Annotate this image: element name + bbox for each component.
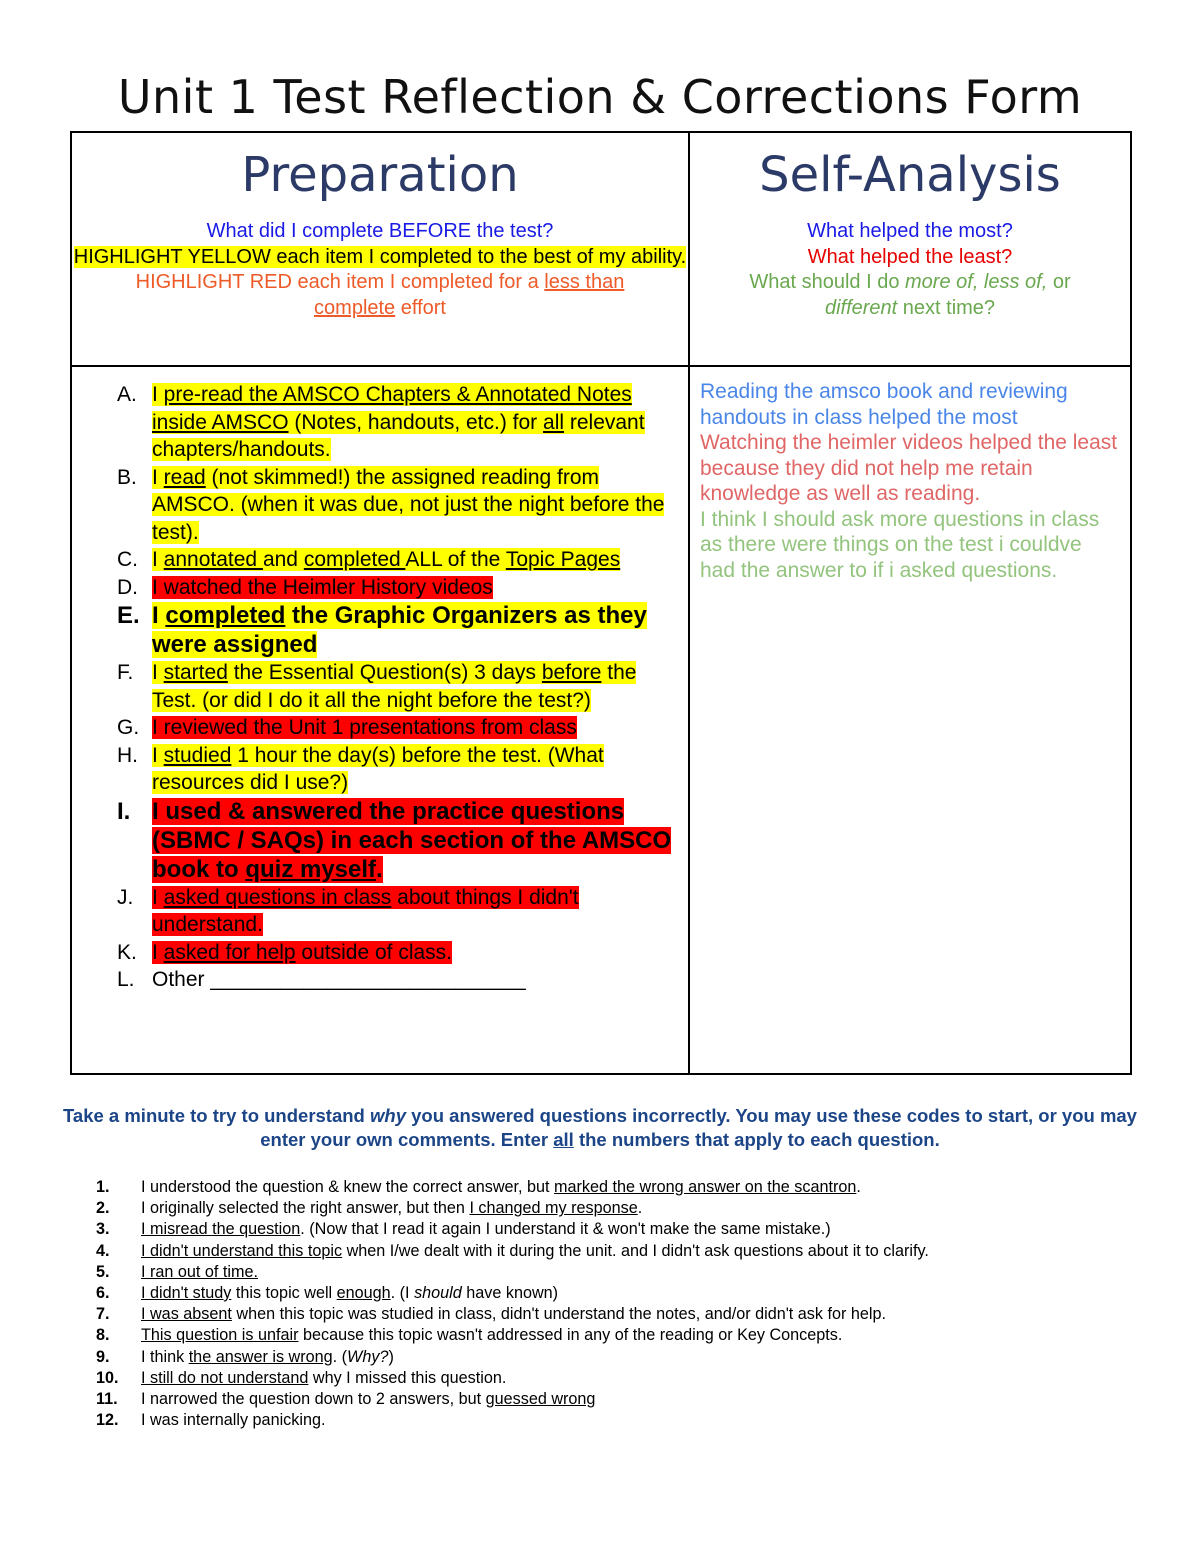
code-item-12: 12. I was internally panicking. <box>96 1411 326 1430</box>
preparation-header-cell <box>71 132 689 366</box>
list-item-c: C. I annotated and completed ALL of the Topic Pages <box>117 548 621 571</box>
code-item-6: 6. I didn't study this topic well enough. (I should have known) <box>96 1284 559 1303</box>
code-item-11: 11. I narrowed the question down to 2 answers, but guessed wrong <box>96 1390 596 1409</box>
code-item-3: 3. I misread the question. (Now that I read it again I understand it & won't make the same mistake.) <box>96 1220 831 1239</box>
code-item-9: 9. I think the answer is wrong. (Why?) <box>96 1347 394 1366</box>
code-item-1: 1. I understood the question & knew the correct answer, but marked the wrong answer on the scantron. <box>96 1178 861 1196</box>
answer-helped-least: Watching the heimler videos helped the least because they did not help me retain knowledge as well as reading. <box>700 431 1118 505</box>
page-title: Unit 1 Test Reflection & Corrections Form <box>117 70 1083 124</box>
highlight-yellow-instruction: HIGHLIGHT YELLOW each item I completed to the best of my ability. <box>73 245 687 268</box>
reflection-table <box>70 131 1132 1075</box>
helped-least-question: What helped the least? <box>807 245 1013 268</box>
code-item-5: 5. I ran out of time. <box>96 1262 258 1281</box>
self-analysis-header-cell <box>689 132 1131 366</box>
list-item-d: D. I watched the Heimler History videos <box>117 575 493 599</box>
code-item-8: 8. This question is unfair because this topic wasn't addressed in any of the reading or Key Concepts. <box>96 1326 843 1345</box>
list-item-l: L. Other ___________________________ <box>117 968 526 991</box>
error-codes-list <box>0 1177 1200 1431</box>
list-item-f: F. I started the Essential Question(s) 3 days before the Test. (or did I do it all the night before the test?) <box>117 661 637 712</box>
preparation-list <box>72 381 688 994</box>
answer-next-time: I think I should ask more questions in class as there were things on the test i couldve had the answer to if i asked questions. <box>700 507 1100 582</box>
self-analysis-answer-cell <box>689 366 1131 1074</box>
code-item-4: 4. I didn't understand this topic when I/we dealt with it during the unit. and I didn't ask questions about it to clarify. <box>96 1241 929 1260</box>
next-time-question: What should I do more of, less of, or different next time? <box>749 271 1071 319</box>
self-analysis-heading: Self-Analysis <box>759 147 1061 203</box>
codes-instructions: Take a minute to try to understand why you answered questions incorrectly. You may use these codes to start, or you may enter your own comments. Enter all the numbers that apply to each question. <box>63 1105 1137 1150</box>
helped-most-question: What helped the most? <box>807 220 1013 242</box>
list-item-i: I. I used & answered the practice questions (SBMC / SAQs) in each section of the AMSCO book to quiz myself. <box>117 797 672 883</box>
list-item-j: J. I asked questions in class about things I didn't understand. <box>117 885 579 936</box>
code-item-10: 10. I still do not understand why I missed this question. <box>96 1368 507 1387</box>
list-item-k: K. I asked for help outside of class. <box>117 940 453 964</box>
answer-helped-most: Reading the amsco book and reviewing handouts in class helped the most <box>700 380 1068 429</box>
preparation-question: What did I complete BEFORE the test? <box>206 220 554 242</box>
code-item-2: 2. I originally selected the right answer, but then I changed my response. <box>96 1199 643 1218</box>
list-item-g: G. I reviewed the Unit 1 presentations from class <box>117 716 577 739</box>
list-item-e: E. I completed the Graphic Organizers as they were assigned <box>117 602 647 658</box>
list-item-b: B. I read (not skimmed!) the assigned reading from AMSCO. (when it was due, not just the night before the test). <box>117 465 665 544</box>
preparation-heading: Preparation <box>241 147 519 203</box>
highlight-red-instruction: HIGHLIGHT RED each item I completed for a less than complete effort <box>135 271 625 319</box>
list-item-h: H. I studied 1 hour the day(s) before the test. (What resources did I use?) <box>117 743 604 794</box>
code-item-7: 7. I was absent when this topic was studied in class, didn't understand the notes, and/or didn't ask for help. <box>96 1305 886 1324</box>
list-item-a: A. I pre-read the AMSCO Chapters & Annotated Notes inside AMSCO (Notes, handouts, etc.) for all relevant chapters/handouts. <box>117 383 645 461</box>
preparation-items-cell <box>71 366 689 1074</box>
